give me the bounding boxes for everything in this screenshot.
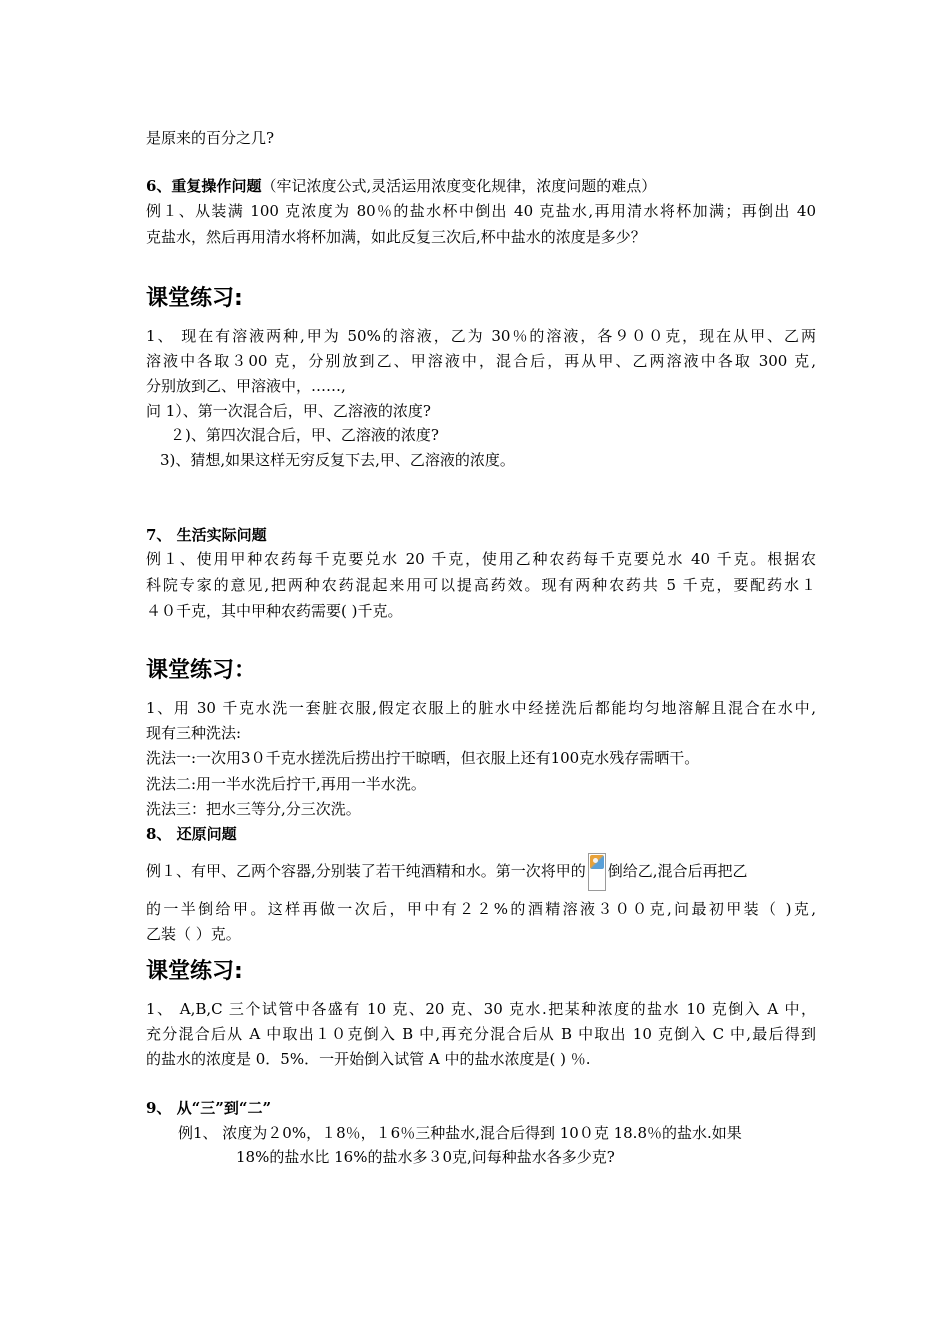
section-8-heading: 8、 还原问题 <box>146 825 237 843</box>
text-fragment: 倒给乙,混合后再把乙 <box>607 862 748 880</box>
text-line: 科院专家的意见,把两种农药混起来用可以提高药效。现有两种农药共 5 千克，要配药水１ <box>146 576 816 594</box>
text-line: 1、用 30 千克水洗一套脏衣服,假定衣服上的脏水中经搓洗后都能均匀地溶解且混合在水中, <box>146 699 816 717</box>
text-line: 问 1）、第一次混合后，甲、乙溶液的浓度? <box>146 402 431 420</box>
text-line: 的盐水的浓度是 0．5%．一开始倒入试管 A 中的盐水浓度是( ) ％. <box>146 1050 591 1068</box>
text-line: 洗法二:用一半水洗后拧干,再用一半水洗。 <box>146 775 426 793</box>
text-line: 乙装（ ）克。 <box>146 925 241 943</box>
text-line: 18%的盐水比 16%的盐水多３0克,问每种盐水各多少克? <box>236 1148 615 1166</box>
text-line <box>146 852 816 891</box>
exercise-heading: 课堂练习: <box>146 286 243 311</box>
text-line: 1、 现在有溶液两种,甲为 50%的溶液，乙为 30％的溶液，各９００克，现在从甲、乙两 <box>146 327 816 345</box>
text-line: 洗法一:一次用3０千克水搓洗后捞出拧干晾晒，但衣服上还有100克水残存需晒干。 <box>146 749 700 767</box>
section-6-heading <box>146 175 816 197</box>
text-line: 是原来的百分之几? <box>146 129 275 147</box>
section-9-heading: 9、 从“三”到“二” <box>146 1099 272 1117</box>
text-line: 分别放到乙、甲溶液中，……, <box>146 377 346 395</box>
text-line: 例１、使用甲种农药每千克要兑水 20 千克，使用乙种农药每千克要兑水 40 千克。根据农 <box>146 550 816 568</box>
text-line: 充分混合后从 A 中取出１０克倒入 B 中,再充分混合后从 B 中取出 10 克倒入 C 中,最后得到 <box>146 1025 816 1043</box>
text-line: 的一半倒给甲。这样再做一次后，甲中有２２%的酒精溶液３００克,问最初甲装（ )克, <box>146 900 816 918</box>
text-line: 3)、猜想,如果这样无穷反复下去,甲、乙溶液的浓度。 <box>160 451 515 469</box>
exercise-heading: 课堂练习： <box>146 658 257 683</box>
text-line: 溶液中各取３00 克，分别放到乙、甲溶液中，混合后，再从甲、乙两溶液中各取 300 克, <box>146 352 816 370</box>
text-line: 1、 A,B,C 三个试管中各盛有 10 克、20 克、30 克水.把某种浓度的盐水 10 克倒入 A 中， <box>146 1000 816 1018</box>
broken-image-icon <box>588 853 606 891</box>
text-line: ２)、第四次混合后，甲、乙溶液的浓度? <box>170 426 439 444</box>
text-line: ４０千克，其中甲种农药需要( )千克。 <box>146 602 403 620</box>
text-line: 现有三种洗法: <box>146 724 242 742</box>
text-line: 克盐水，然后再用清水将杯加满，如此反复三次后,杯中盐水的浓度是多少？ <box>146 228 646 246</box>
text-line: 洗法三：把水三等分,分三次洗。 <box>146 800 361 818</box>
section-6-note: （牢记浓度公式,灵活运用浓度变化规律，浓度问题的难点） <box>261 177 657 195</box>
text-line: 例1、 浓度为２0%，１8％，１6％三种盐水,混合后得到 10０克 18.8％的盐水.如果 <box>178 1124 742 1142</box>
text-line: 例１、从装满 100 克浓度为 80％的盐水杯中倒出 40 克盐水,再用清水将杯加满；再倒出 40 <box>146 202 816 220</box>
section-6-title: 6、重复操作问题 <box>146 177 262 195</box>
text-fragment: 例１、有甲、乙两个容器,分别装了若干纯酒精和水。第一次将甲的 <box>146 862 586 880</box>
section-7-heading: 7、 生活实际问题 <box>146 526 267 544</box>
exercise-heading: 课堂练习: <box>146 959 243 984</box>
